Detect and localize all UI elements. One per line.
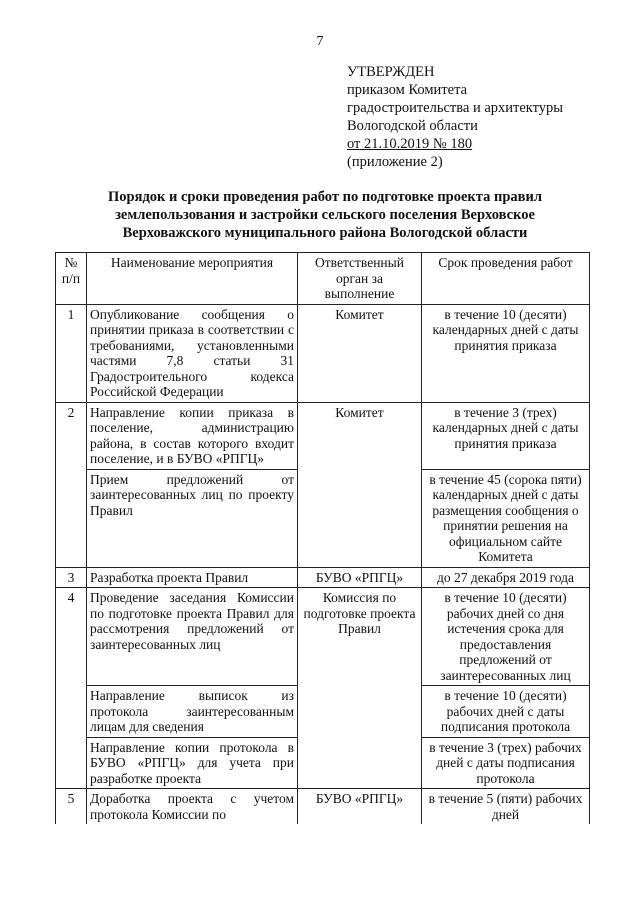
table-row	[56, 789, 590, 825]
approval-heading: УТВЕРЖДЕН	[347, 64, 435, 80]
row-name: Разработка проекта Правил	[87, 567, 298, 588]
row-org: БУВО «РПГЦ»	[298, 567, 422, 588]
row-term: в течение 10 (десяти) рабочих дней со дня истечения срока для предоставления предложений от заинтересованных лиц	[422, 588, 590, 686]
approval-line: приказом Комитета	[347, 82, 468, 98]
row-org: Комиссия по подготовке проекта Правил	[298, 588, 422, 789]
approval-line: Вологодской области	[347, 118, 478, 134]
document-title	[70, 188, 580, 242]
row-term: в течение 10 (десяти) рабочих дней с даты подписания протокола	[422, 686, 590, 738]
title-line: Порядок и сроки проведения работ по подготовке проекта правил	[108, 189, 542, 205]
row-org: БУВО «РПГЦ»	[298, 789, 422, 825]
row-term: в течение 10 (десяти) календарных дней с даты принятия приказа	[422, 304, 590, 402]
row-num: 5	[56, 789, 87, 825]
page-number: 7	[316, 34, 324, 49]
table-row	[56, 402, 590, 469]
table-row	[56, 304, 590, 402]
row-term: в течение 3 (трех) календарных дней с даты принятия приказа	[422, 402, 590, 469]
row-num: 1	[56, 304, 87, 402]
row-org: Комитет	[298, 304, 422, 402]
table-row	[56, 567, 590, 588]
row-name: Проведение заседания Комиссии по подготовке проекта Правил для рассмотрения предложений от заинтересованных лиц	[87, 588, 298, 686]
row-name: Направление копии приказа в поселение, администрацию района, в состав которого входит поселение, и в БУВО «РПГЦ»	[87, 402, 298, 469]
row-name: Направление копии протокола в БУВО «РПГЦ» для учета при разработке проекта	[87, 737, 298, 789]
row-org: Комитет	[298, 402, 422, 567]
title-line: землепользования и застройки сельского поселения Верховское	[115, 207, 535, 223]
row-num: 3	[56, 567, 87, 588]
table-row	[56, 588, 590, 686]
approval-appendix: (приложение 2)	[347, 154, 443, 170]
row-num: 2	[56, 402, 87, 567]
row-num: 4	[56, 588, 87, 789]
header-name: Наименование мероприятия	[87, 253, 298, 305]
row-name: Прием предложений от заинтересованных лиц по проекту Правил	[87, 469, 298, 567]
works-schedule-table	[55, 252, 590, 824]
row-term: в течение 45 (сорока пяти) календарных дней с даты размещения сообщения о принятии решения на официальном сайте Комитета	[422, 469, 590, 567]
row-name: Доработка проекта с учетом протокола Комиссии по	[87, 789, 298, 825]
header-org: Ответственный орган за выполнение	[298, 253, 422, 305]
table-header-row	[56, 253, 590, 305]
approval-line: градостроительства и архитектуры	[347, 100, 564, 116]
row-term: в течение 5 (пяти) рабочих дней	[422, 789, 590, 825]
header-num: № п/п	[56, 253, 87, 305]
header-term: Срок проведения работ	[422, 253, 590, 305]
row-term: в течение 3 (трех) рабочих дней с даты подписания протокола	[422, 737, 590, 789]
title-line: Верховажского муниципального района Вологодской области	[122, 225, 528, 241]
row-term: до 27 декабря 2019 года	[422, 567, 590, 588]
row-name: Направление выписок из протокола заинтересованным лицам для сведения	[87, 686, 298, 738]
approval-stamp	[347, 63, 617, 171]
approval-order-date: от 21.10.2019 № 180	[347, 136, 473, 152]
row-name: Опубликование сообщения о принятии приказа в соответствии с требованиями, установленными частями 7,8 статьи 31 Градостроительного кодекса Российской Федерации	[87, 304, 298, 402]
